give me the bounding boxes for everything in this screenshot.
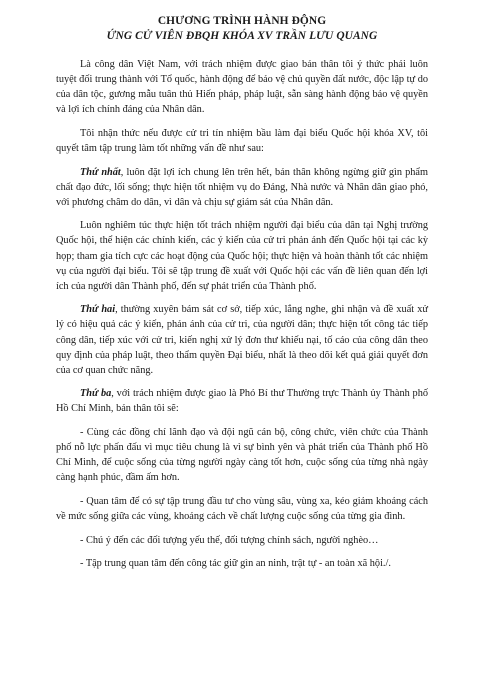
third-point-text: , với trách nhiệm được giao là Phó Bí thư Thường trực Thành ủy Thành phố Hồ Chí Minh, bản thân tôi sẽ:	[56, 388, 428, 415]
paragraph-second-point	[56, 302, 428, 377]
list-item: - Quan tâm để có sự tập trung đầu tư cho vùng sâu, vùng xa, kéo giảm khoảng cách về mức sống giữa các vùng, khoảng cách về chất lượng cuộc sống của từng gia đình.	[56, 495, 428, 522]
first-point-lead: Thứ nhất	[80, 166, 121, 178]
first-point-text: , luôn đặt lợi ích chung lên trên hết, bản thân không ngừng giữ gìn phẩm chất đạo đức, lối sống; thực hiện tốt nhiệm vụ do Đảng, Nhà nước và Nhân dân giao phó, với phương châm do dân, vì dân và chịu sự giám sát của Nhân dân.	[56, 166, 428, 208]
list-item: - Chú ý đến các đối tượng yếu thế, đối tượng chính sách, người nghèo…	[80, 534, 379, 546]
paragraph-first-point	[56, 165, 428, 210]
third-point-lead: Thứ ba	[80, 388, 112, 400]
paragraph-parliament-duty: Luôn nghiêm túc thực hiện tốt trách nhiệm người đại biểu của dân tại Nghị trường Quốc hội, thể hiện các chính kiến, các ý kiến của cử tri phản ánh đến Quốc hội tại các kỳ họp; tham gia tích cực các hoạt động của Quốc hội; thực hiện và hoàn thành tốt các nhiệm vụ của người đại biểu. Tôi sẽ tập trung đề xuất với Quốc hội các vấn đề liên quan đến lợi ích của người dân Thành phố, đến sự phát triển của Thành phố.	[56, 220, 428, 292]
second-point-text: , thường xuyên bám sát cơ sở, tiếp xúc, lắng nghe, ghi nhận và đề xuất xử lý có hiệu quả các ý kiến, phản ánh của cử tri, của người dân; thực hiện tốt công tác tiếp công dân, tiếp xúc với cử tri, kiến nghị xử lý đơn thư khiếu nại, tố cáo của công dân theo quy định của pháp luật, theo thẩm quyền Đại biểu, nhất là theo dõi kết quả giải quyết đơn của cơ quan chức năng.	[56, 304, 429, 376]
list-item: - Cùng các đồng chí lãnh đạo và đội ngũ cán bộ, công chức, viên chức của Thành phố nỗ lực phấn đấu vì mục tiêu chung là vì sự bình yên và phát triển của Thành phố Hồ Chí Minh, để cuộc sống của từng người ngày càng tốt hơn, cuộc sống của từng nhà ngày càng hạnh phúc, đầm ấm hơn.	[56, 426, 428, 484]
second-point-lead: Thứ hai	[80, 304, 116, 316]
document-title: CHƯƠNG TRÌNH HÀNH ĐỘNG	[157, 15, 327, 27]
paragraph-third-point	[56, 386, 428, 416]
list-item: - Tập trung quan tâm đến công tác giữ gìn an ninh, trật tự - an toàn xã hội./.	[80, 558, 391, 570]
paragraph-intro: Là công dân Việt Nam, với trách nhiệm được giao bản thân tôi ý thức phải luôn tuyệt đối trung thành với Tổ quốc, hành động để bảo vệ chủ quyền đất nước, độc lập tự do của dân tộc, gương mẫu tuân thủ Hiến pháp, pháp luật, sẵn sàng hành động bảo vệ quyền và lợi ích chính đáng của Nhân dân.	[56, 59, 428, 116]
document-subtitle: ỨNG CỬ VIÊN ĐBQH KHÓA XV TRẦN LƯU QUANG	[106, 30, 378, 42]
paragraph-commitment: Tôi nhận thức nếu được cử tri tín nhiệm bầu làm đại biểu Quốc hội khóa XV, tôi quyết tâm tập trung làm tốt những vấn đề như sau:	[56, 127, 428, 154]
